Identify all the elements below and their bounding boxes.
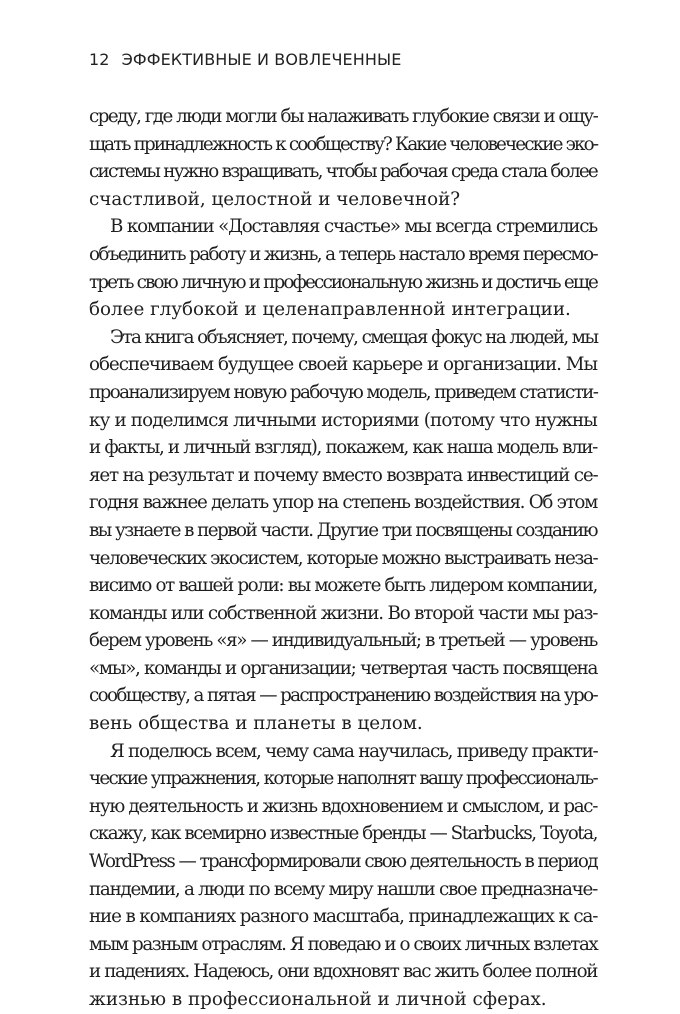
paragraph	[89, 324, 597, 738]
text-line: обеспечиваем будущее своей карьере и организации. Мы	[89, 354, 597, 376]
running-head	[89, 50, 401, 70]
text-line: яет на результат и почему вместо возврата инвестиций се-	[89, 464, 598, 486]
text-line: проанализируем новую рабочую модель, приведем статисти-	[89, 381, 598, 403]
body-text	[89, 103, 597, 1014]
text-line: берем уровень «я» — индивидуальный; в третьей — уровень	[89, 630, 597, 652]
text-line: ную деятельность и жизнь вдохновением и смыслом, и рас-	[89, 795, 598, 817]
text-line: объединить работу и жизнь, а теперь настало время пересмо-	[89, 243, 597, 265]
text-line: счастливой, целостной и человечной?	[89, 188, 461, 210]
paragraph	[89, 213, 597, 323]
running-title: ЭФФЕКТИВНЫЕ И ВОВЛЕЧЕННЫЕ	[121, 50, 402, 69]
text-line: WordPress — трансформировали свою деятельность в период	[89, 851, 597, 873]
text-line: вы узнаете в первой части. Другие три посвящены созданию	[89, 519, 598, 541]
paragraph	[89, 103, 597, 213]
text-line: среду, где люди могли бы налаживать глубокие связи и ощу-	[89, 106, 598, 127]
text-line: «мы», команды и организации; четвертая часть посвящена	[89, 657, 598, 679]
text-line: и падениях. Надеюсь, они вдохновят вас жить более полной	[89, 961, 597, 983]
text-line: команды или собственной жизни. Во второй части мы раз-	[89, 602, 598, 624]
page-number: 12	[89, 50, 110, 69]
text-line: ку и поделимся личными историями (потому что нужны	[89, 409, 597, 431]
text-line: годня важнее делать упор на степень воздействия. Об этом	[89, 492, 597, 514]
text-line: треть свою личную и профессиональную жизнь и достичь еще	[89, 271, 597, 293]
text-line: ческие упражнения, которые наполнят вашу профессиональ-	[89, 768, 597, 790]
text-line: висимо от вашей роли: вы можете быть лидером компании,	[89, 575, 597, 597]
text-line: вень общества и планеты в целом.	[89, 713, 423, 735]
text-line: мым разным отраслям. Я поведаю и о своих личных взлетах	[89, 933, 598, 955]
text-line: системы нужно взращивать, чтобы рабочая среда стала более	[89, 161, 597, 183]
text-line: более глубокой и целенаправленной интеграции.	[89, 299, 571, 321]
text-line: скажу, как всемирно известные бренды — Starbucks, Toyota,	[89, 823, 597, 845]
text-line: сообществу, а пятая — распространению воздействия на уро-	[89, 685, 597, 707]
text-line: щать принадлежность к сообществу? Какие человеческие эко-	[89, 133, 598, 155]
text-line: Я поделюсь всем, чему сама научилась, приведу практи-	[110, 740, 598, 762]
text-line: человеческих экосистем, которые можно выстраивать неза-	[89, 547, 598, 569]
text-line: ние в компаниях разного масштаба, принадлежащих к са-	[89, 906, 598, 928]
text-line: Эта книга объясняет, почему, смещая фокус на людей, мы	[110, 326, 598, 348]
text-line: пандемии, а люди по всему миру нашли свое предназначе-	[89, 878, 597, 900]
paragraph	[89, 738, 597, 1014]
text-line: В компании «Доставляя счастье» мы всегда стремились	[110, 216, 597, 238]
text-line: и факты, и личный взгляд), покажем, как наша модель вли-	[89, 437, 597, 459]
text-line: жизнью в профессиональной и личной сферах.	[89, 989, 547, 1010]
